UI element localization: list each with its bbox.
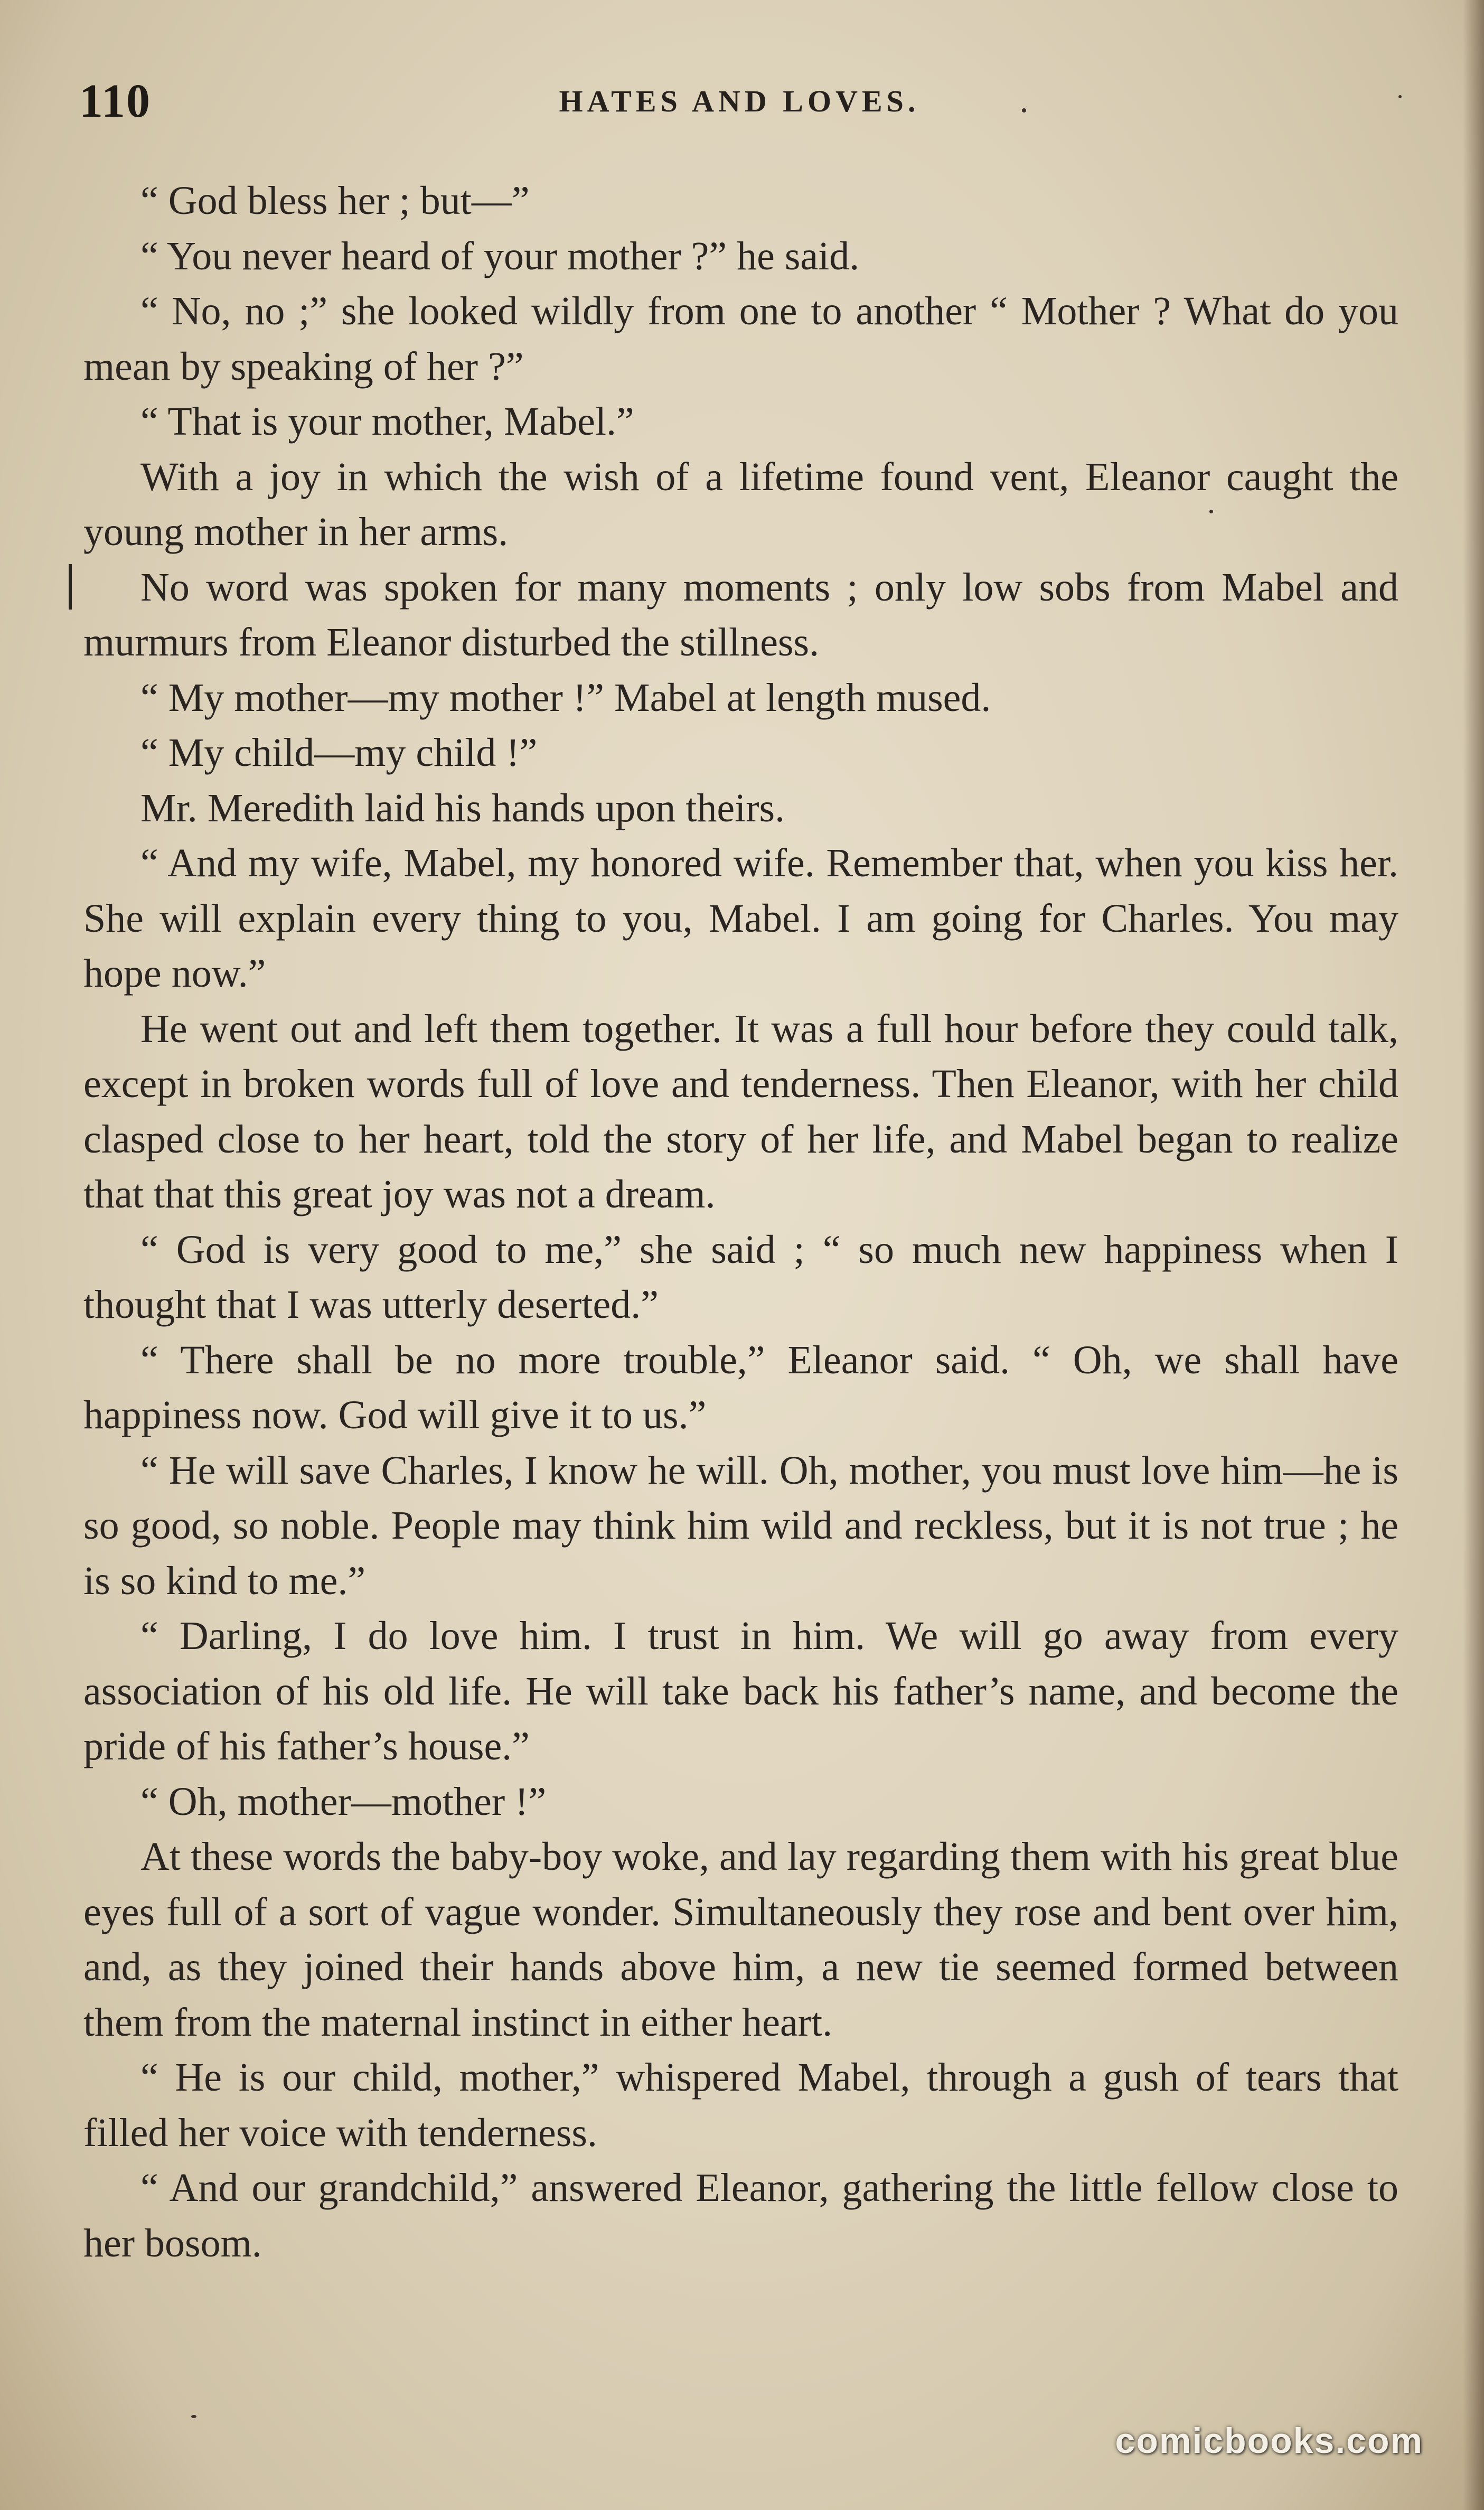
page-header bbox=[79, 74, 1400, 137]
page-edge-shadow bbox=[1463, 0, 1484, 2510]
watermark: comicbooks.com bbox=[1115, 2421, 1423, 2461]
margin-mark bbox=[69, 564, 72, 610]
paragraph: At these words the baby-boy woke, and lay regarding them with his great blue eyes full of a sort of vague wonder. Simultaneously they rose and bent over him, and, as they joined their hands above him, a new tie seemed formed between them from the maternal instinct in either heart. bbox=[83, 1834, 1398, 2045]
paragraph: “ My mother—my mother !” Mabel at length mused. bbox=[140, 675, 991, 720]
paragraph: “ God is very good to me,” she said ; “ so much new happiness when I thought that I was utterly deserted.” bbox=[83, 1227, 1398, 1327]
ink-speck bbox=[1209, 510, 1213, 513]
paragraph: “ Darling, I do love him. I trust in him. We will go away from every association of his old life. He will take back his father’s name, and become the pride of his father’s house.” bbox=[83, 1614, 1398, 1768]
paragraph: “ No, no ;” she looked wildly from one to another “ Mother ? What do you mean by speaking of her ?” bbox=[83, 289, 1398, 389]
ink-speck bbox=[1022, 108, 1026, 113]
paragraph: “ You never heard of your mother ?” he said. bbox=[140, 233, 860, 278]
ink-speck bbox=[191, 2415, 196, 2418]
paragraph: With a joy in which the wish of a lifetime found vent, Eleanor caught the young mother in her arms. bbox=[83, 454, 1398, 554]
paragraph: No word was spoken for many moments ; only low sobs from Mabel and murmurs from Eleanor disturbed the stillness. bbox=[83, 565, 1398, 664]
paragraph: “ And my wife, Mabel, my honored wife. Remember that, when you kiss her. She will explain every thing to you, Mabel. I am going for Charles. You may hope now.” bbox=[83, 841, 1398, 996]
paragraph: “ And our grandchild,” answered Eleanor, gathering the little fellow close to her bosom. bbox=[83, 2166, 1398, 2265]
paragraph: “ Oh, mother—mother !” bbox=[140, 1779, 547, 1824]
paragraph: “ There shall be no more trouble,” Eleanor said. “ Oh, we shall have happiness now. God will give it to us.” bbox=[83, 1337, 1398, 1437]
paragraph: Mr. Meredith laid his hands upon theirs. bbox=[140, 785, 785, 830]
paragraph: “ That is your mother, Mabel.” bbox=[140, 399, 634, 444]
page-number: 110 bbox=[79, 75, 152, 127]
running-head: HATES AND LOVES. bbox=[559, 84, 920, 118]
ink-speck bbox=[1398, 95, 1402, 98]
body-text bbox=[83, 173, 1398, 2271]
paragraph: “ God bless her ; but—” bbox=[140, 179, 530, 223]
paragraph: “ He will save Charles, I know he will. Oh, mother, you must love him—he is so good, so noble. People may think him wild and reckless, but it is not true ; he is so kind to me.” bbox=[83, 1448, 1398, 1603]
paragraph: “ My child—my child !” bbox=[140, 730, 538, 775]
paragraph: “ He is our child, mother,” whispered Mabel, through a gush of tears that filled her voice with tenderness. bbox=[83, 2055, 1398, 2155]
paragraph: He went out and left them together. It was a full hour before they could talk, except in broken words full of love and tenderness. Then Eleanor, with her child clasped close to her heart, told the story of her life, and Mabel began to realize that that this great joy was not a dream. bbox=[83, 1006, 1398, 1216]
